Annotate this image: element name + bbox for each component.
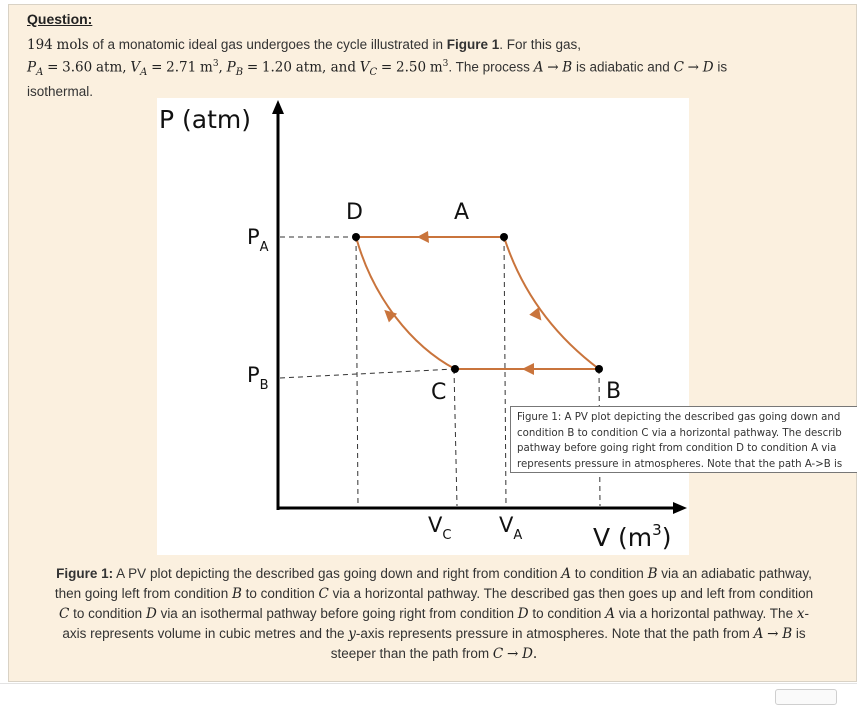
x-axis-arrowhead	[673, 502, 687, 514]
question-heading: Question:	[27, 11, 93, 27]
mols-unit: mols	[56, 37, 89, 53]
pb-guide	[280, 369, 455, 378]
point-b-label: B	[606, 379, 622, 404]
vc-guide	[454, 369, 457, 506]
figure-ref: Figure 1	[446, 37, 500, 52]
question-line-2: $P_A = 3.60$ atm, $V_A = 2.71$ $m^3$, $P_B = 1.20$ atm, and $V_C = 2.50$ $m^3$. The process A → B is adiabatic and C → D is	[27, 59, 728, 79]
footer-button[interactable]	[775, 689, 837, 705]
adiabatic-text: is adiabatic and	[575, 59, 670, 75]
point-a	[500, 233, 508, 241]
state-points	[352, 233, 603, 373]
va-value: 2.71	[166, 59, 197, 76]
point-d-label: D	[346, 200, 363, 225]
pa-unit: atm	[96, 59, 123, 76]
cycle-paths	[356, 237, 599, 369]
point-c-label: C	[431, 380, 447, 405]
figure-caption: Figure 1: A PV plot depicting the described gas going down and right from condition A to condition B via an adiabatic pathway, then going left from condition B to condition C via a horizontal pathway. The described gas then goes up and left from condition C to condition D via an isothermal pathway before going right from condition D to condition A via a horizontal pathway. The x- axis represents volume in cubic metres and the y-axis represents pressure in atmospheres. Note that the path from A → B is steeper than the path from C → D.	[54, 566, 814, 662]
mols-count: 194	[27, 37, 53, 53]
y-axis-label: P (atm)	[159, 105, 252, 134]
point-a-label: A	[454, 200, 470, 225]
arrow-b-to-c	[522, 363, 534, 375]
point-c	[451, 365, 459, 373]
point-d	[352, 233, 360, 241]
overlay-caption-tooltip: Figure 1: A PV plot depicting the described gas going down and condition B to condition C via a horizontal pathway. The describ pathway before going right from condition D to condition A via represents pressure in atmospheres. Note that the path A->B is	[510, 406, 857, 473]
vc-value: 2.50	[396, 59, 427, 76]
point-b	[595, 365, 603, 373]
question-text	[27, 35, 847, 101]
caption-label: Figure 1:	[56, 566, 114, 581]
va-unit: m	[200, 59, 213, 76]
vc-unit: m	[429, 59, 443, 76]
va-guide	[504, 237, 506, 506]
y-axis-arrowhead	[272, 100, 284, 114]
pv-diagram	[157, 98, 689, 555]
pb-label: $P_B$	[247, 363, 269, 393]
pa-label: $P_A$	[247, 225, 269, 255]
path-arrows	[380, 231, 546, 375]
vd-guide	[356, 237, 358, 506]
question-line1-text: of a monatomic ideal gas undergoes the cycle illustrated in	[92, 37, 443, 52]
va-label: $V_A$	[499, 513, 523, 543]
vc-label: $V_C$	[428, 513, 452, 543]
pb-unit: atm	[295, 59, 323, 76]
path-c-to-d	[356, 237, 455, 369]
path-a-to-b	[504, 237, 599, 369]
pb-value: 1.20	[261, 59, 292, 76]
footer-bar	[0, 683, 857, 699]
x-axis-label: V $(m^3)$	[593, 521, 672, 552]
question-line-1	[27, 35, 847, 55]
question-line1-tail: . For this gas,	[499, 37, 582, 52]
question-line-3: isothermal.	[27, 84, 94, 100]
arrow-d-to-a	[417, 231, 429, 243]
pa-value: 3.60	[62, 59, 93, 76]
pv-diagram-figure	[157, 98, 843, 555]
